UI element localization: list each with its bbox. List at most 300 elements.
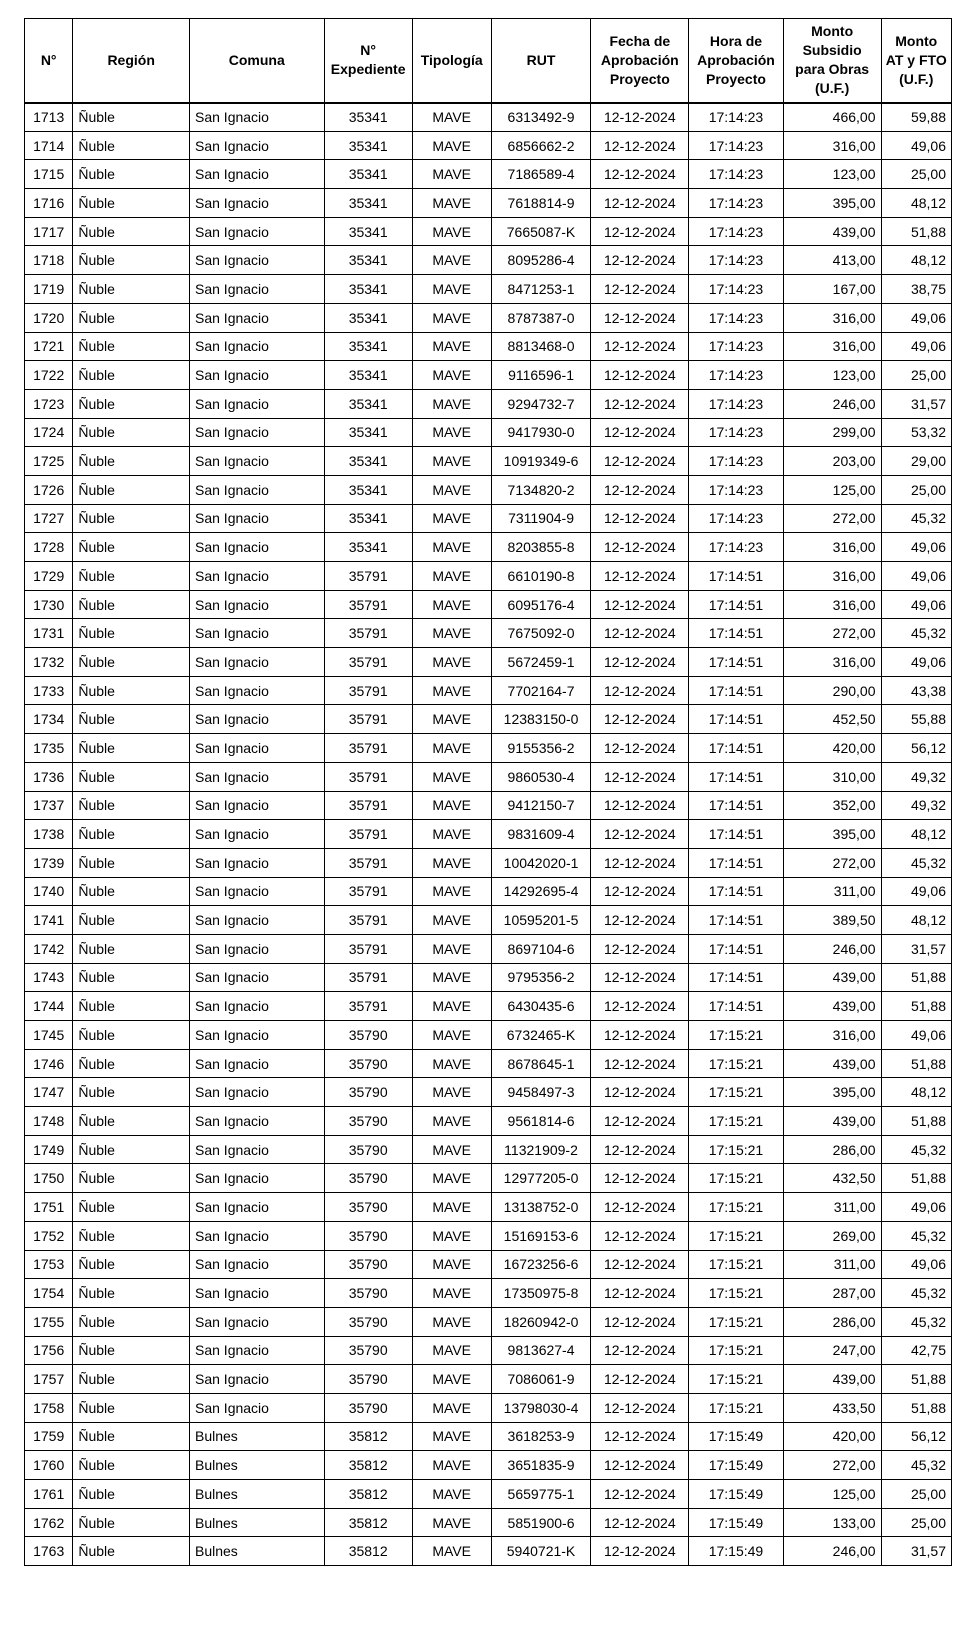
cell-monto-obras: 133,00 (783, 1508, 881, 1537)
table-row (25, 1393, 952, 1422)
cell-monto-obras: 439,00 (783, 992, 881, 1021)
cell-region: Ñuble (73, 762, 190, 791)
cell-comuna: San Ignacio (190, 217, 325, 246)
cell-region: Ñuble (73, 275, 190, 304)
cell-rut: 8678645-1 (491, 1049, 591, 1078)
cell-n: 1756 (25, 1336, 73, 1365)
cell-hora: 17:14:23 (689, 447, 784, 476)
cell-expediente: 35791 (324, 820, 412, 849)
cell-comuna: San Ignacio (190, 1307, 325, 1336)
cell-monto-at: 45,32 (881, 848, 952, 877)
cell-monto-obras: 316,00 (783, 562, 881, 591)
table-row (25, 217, 952, 246)
cell-rut: 18260942-0 (491, 1307, 591, 1336)
cell-rut: 13138752-0 (491, 1193, 591, 1222)
table-row (25, 734, 952, 763)
table-row (25, 1107, 952, 1136)
cell-fecha: 12-12-2024 (591, 1078, 689, 1107)
cell-rut: 9412150-7 (491, 791, 591, 820)
cell-comuna: San Ignacio (190, 1393, 325, 1422)
cell-hora: 17:14:23 (689, 217, 784, 246)
cell-monto-obras: 466,00 (783, 103, 881, 132)
cell-hora: 17:14:23 (689, 246, 784, 275)
table-row (25, 562, 952, 591)
cell-region: Ñuble (73, 590, 190, 619)
cell-comuna: San Ignacio (190, 275, 325, 304)
cell-n: 1740 (25, 877, 73, 906)
cell-monto-at: 25,00 (881, 361, 952, 390)
cell-rut: 7311904-9 (491, 504, 591, 533)
cell-monto-at: 49,06 (881, 1193, 952, 1222)
cell-monto-obras: 395,00 (783, 820, 881, 849)
cell-monto-at: 51,88 (881, 992, 952, 1021)
header-tipologia: Tipología (412, 19, 491, 103)
cell-rut: 14292695-4 (491, 877, 591, 906)
cell-hora: 17:14:23 (689, 131, 784, 160)
cell-region: Ñuble (73, 1135, 190, 1164)
cell-region: Ñuble (73, 791, 190, 820)
table-row (25, 1508, 952, 1537)
cell-n: 1717 (25, 217, 73, 246)
cell-rut: 9417930-0 (491, 418, 591, 447)
cell-monto-obras: 452,50 (783, 705, 881, 734)
header-region: Región (73, 19, 190, 103)
cell-fecha: 12-12-2024 (591, 1365, 689, 1394)
cell-tipologia: MAVE (412, 131, 491, 160)
cell-hora: 17:14:51 (689, 590, 784, 619)
cell-fecha: 12-12-2024 (591, 1480, 689, 1509)
cell-tipologia: MAVE (412, 934, 491, 963)
cell-rut: 7675092-0 (491, 619, 591, 648)
cell-hora: 17:14:51 (689, 963, 784, 992)
cell-tipologia: MAVE (412, 963, 491, 992)
cell-expediente: 35791 (324, 590, 412, 619)
cell-tipologia: MAVE (412, 418, 491, 447)
cell-expediente: 35791 (324, 848, 412, 877)
cell-region: Ñuble (73, 1393, 190, 1422)
cell-monto-at: 51,88 (881, 963, 952, 992)
table-row (25, 877, 952, 906)
cell-n: 1720 (25, 303, 73, 332)
table-row (25, 1250, 952, 1279)
cell-expediente: 35341 (324, 389, 412, 418)
cell-monto-obras: 352,00 (783, 791, 881, 820)
cell-n: 1757 (25, 1365, 73, 1394)
cell-hora: 17:14:51 (689, 877, 784, 906)
cell-n: 1746 (25, 1049, 73, 1078)
cell-expediente: 35791 (324, 791, 412, 820)
cell-hora: 17:14:51 (689, 934, 784, 963)
cell-region: Ñuble (73, 1422, 190, 1451)
cell-n: 1763 (25, 1537, 73, 1566)
cell-n: 1719 (25, 275, 73, 304)
cell-comuna: San Ignacio (190, 848, 325, 877)
cell-tipologia: MAVE (412, 1021, 491, 1050)
table-row (25, 447, 952, 476)
table-row (25, 934, 952, 963)
cell-hora: 17:14:51 (689, 619, 784, 648)
cell-monto-at: 43,38 (881, 676, 952, 705)
cell-n: 1729 (25, 562, 73, 591)
cell-tipologia: MAVE (412, 1221, 491, 1250)
cell-rut: 7186589-4 (491, 160, 591, 189)
cell-region: Ñuble (73, 1107, 190, 1136)
cell-tipologia: MAVE (412, 1078, 491, 1107)
cell-rut: 5659775-1 (491, 1480, 591, 1509)
cell-expediente: 35790 (324, 1135, 412, 1164)
table-row (25, 1193, 952, 1222)
cell-comuna: San Ignacio (190, 762, 325, 791)
cell-n: 1741 (25, 906, 73, 935)
cell-fecha: 12-12-2024 (591, 1021, 689, 1050)
cell-n: 1758 (25, 1393, 73, 1422)
cell-region: Ñuble (73, 533, 190, 562)
cell-rut: 6610190-8 (491, 562, 591, 591)
cell-rut: 12383150-0 (491, 705, 591, 734)
cell-region: Ñuble (73, 504, 190, 533)
cell-region: Ñuble (73, 189, 190, 218)
table-row (25, 1451, 952, 1480)
cell-tipologia: MAVE (412, 791, 491, 820)
cell-comuna: Bulnes (190, 1508, 325, 1537)
cell-expediente: 35791 (324, 648, 412, 677)
cell-n: 1734 (25, 705, 73, 734)
cell-n: 1730 (25, 590, 73, 619)
cell-monto-at: 31,57 (881, 934, 952, 963)
cell-monto-obras: 439,00 (783, 217, 881, 246)
cell-expediente: 35812 (324, 1480, 412, 1509)
cell-rut: 8203855-8 (491, 533, 591, 562)
table-row (25, 533, 952, 562)
table-row (25, 103, 952, 132)
table-row (25, 418, 952, 447)
cell-tipologia: MAVE (412, 1135, 491, 1164)
cell-comuna: San Ignacio (190, 332, 325, 361)
cell-monto-at: 49,32 (881, 762, 952, 791)
cell-fecha: 12-12-2024 (591, 217, 689, 246)
table-row (25, 332, 952, 361)
header-expediente: N° Expediente (324, 19, 412, 103)
cell-monto-at: 48,12 (881, 189, 952, 218)
cell-comuna: San Ignacio (190, 619, 325, 648)
cell-expediente: 35791 (324, 705, 412, 734)
cell-expediente: 35341 (324, 246, 412, 275)
table-row (25, 1021, 952, 1050)
cell-fecha: 12-12-2024 (591, 590, 689, 619)
cell-fecha: 12-12-2024 (591, 963, 689, 992)
table-row (25, 475, 952, 504)
cell-expediente: 35791 (324, 734, 412, 763)
cell-hora: 17:15:21 (689, 1279, 784, 1308)
cell-tipologia: MAVE (412, 906, 491, 935)
cell-n: 1716 (25, 189, 73, 218)
cell-region: Ñuble (73, 992, 190, 1021)
cell-comuna: San Ignacio (190, 963, 325, 992)
cell-n: 1732 (25, 648, 73, 677)
cell-expediente: 35341 (324, 189, 412, 218)
cell-expediente: 35790 (324, 1279, 412, 1308)
table-row (25, 361, 952, 390)
cell-comuna: San Ignacio (190, 1250, 325, 1279)
cell-fecha: 12-12-2024 (591, 934, 689, 963)
cell-tipologia: MAVE (412, 504, 491, 533)
cell-hora: 17:14:51 (689, 791, 784, 820)
cell-n: 1722 (25, 361, 73, 390)
cell-monto-at: 45,32 (881, 504, 952, 533)
cell-rut: 7702164-7 (491, 676, 591, 705)
cell-rut: 7618814-9 (491, 189, 591, 218)
cell-comuna: San Ignacio (190, 103, 325, 132)
cell-monto-obras: 316,00 (783, 332, 881, 361)
cell-region: Ñuble (73, 734, 190, 763)
cell-hora: 17:14:51 (689, 562, 784, 591)
cell-monto-at: 49,06 (881, 1250, 952, 1279)
cell-monto-obras: 316,00 (783, 303, 881, 332)
cell-monto-at: 45,32 (881, 1307, 952, 1336)
table-row (25, 906, 952, 935)
cell-fecha: 12-12-2024 (591, 1537, 689, 1566)
cell-tipologia: MAVE (412, 1107, 491, 1136)
cell-hora: 17:14:23 (689, 103, 784, 132)
cell-region: Ñuble (73, 1537, 190, 1566)
cell-expediente: 35790 (324, 1336, 412, 1365)
cell-expediente: 35791 (324, 877, 412, 906)
cell-monto-obras: 316,00 (783, 1021, 881, 1050)
cell-hora: 17:14:51 (689, 705, 784, 734)
cell-rut: 10042020-1 (491, 848, 591, 877)
cell-expediente: 35790 (324, 1193, 412, 1222)
cell-rut: 6732465-K (491, 1021, 591, 1050)
cell-monto-obras: 311,00 (783, 1250, 881, 1279)
cell-fecha: 12-12-2024 (591, 1221, 689, 1250)
cell-fecha: 12-12-2024 (591, 1049, 689, 1078)
table-row (25, 791, 952, 820)
cell-hora: 17:14:23 (689, 361, 784, 390)
cell-hora: 17:14:23 (689, 389, 784, 418)
table-row (25, 189, 952, 218)
cell-n: 1735 (25, 734, 73, 763)
cell-fecha: 12-12-2024 (591, 275, 689, 304)
cell-tipologia: MAVE (412, 1451, 491, 1480)
cell-region: Ñuble (73, 1021, 190, 1050)
cell-rut: 9155356-2 (491, 734, 591, 763)
cell-monto-at: 38,75 (881, 275, 952, 304)
header-rut: RUT (491, 19, 591, 103)
cell-hora: 17:15:49 (689, 1480, 784, 1509)
cell-monto-at: 56,12 (881, 1422, 952, 1451)
cell-comuna: San Ignacio (190, 877, 325, 906)
cell-comuna: San Ignacio (190, 475, 325, 504)
cell-fecha: 12-12-2024 (591, 332, 689, 361)
cell-monto-obras: 286,00 (783, 1307, 881, 1336)
table-row (25, 504, 952, 533)
cell-tipologia: MAVE (412, 648, 491, 677)
cell-rut: 12977205-0 (491, 1164, 591, 1193)
cell-fecha: 12-12-2024 (591, 791, 689, 820)
cell-n: 1742 (25, 934, 73, 963)
cell-monto-obras: 246,00 (783, 389, 881, 418)
cell-monto-at: 29,00 (881, 447, 952, 476)
header-monto-obras: Monto Subsidio para Obras (U.F.) (783, 19, 881, 103)
cell-n: 1713 (25, 103, 73, 132)
cell-n: 1745 (25, 1021, 73, 1050)
cell-n: 1743 (25, 963, 73, 992)
cell-n: 1755 (25, 1307, 73, 1336)
cell-n: 1725 (25, 447, 73, 476)
cell-tipologia: MAVE (412, 447, 491, 476)
cell-monto-at: 51,88 (881, 1107, 952, 1136)
cell-monto-obras: 299,00 (783, 418, 881, 447)
cell-region: Ñuble (73, 1508, 190, 1537)
cell-rut: 7086061-9 (491, 1365, 591, 1394)
table-body (25, 103, 952, 1566)
table-row (25, 848, 952, 877)
cell-monto-at: 49,06 (881, 590, 952, 619)
cell-fecha: 12-12-2024 (591, 131, 689, 160)
cell-hora: 17:15:21 (689, 1021, 784, 1050)
cell-n: 1748 (25, 1107, 73, 1136)
cell-hora: 17:14:23 (689, 504, 784, 533)
cell-expediente: 35341 (324, 217, 412, 246)
cell-region: Ñuble (73, 361, 190, 390)
cell-comuna: San Ignacio (190, 648, 325, 677)
cell-rut: 9116596-1 (491, 361, 591, 390)
cell-region: Ñuble (73, 303, 190, 332)
cell-expediente: 35791 (324, 762, 412, 791)
cell-expediente: 35790 (324, 1164, 412, 1193)
cell-monto-obras: 290,00 (783, 676, 881, 705)
cell-expediente: 35812 (324, 1422, 412, 1451)
cell-n: 1715 (25, 160, 73, 189)
cell-expediente: 35791 (324, 619, 412, 648)
cell-region: Ñuble (73, 877, 190, 906)
cell-tipologia: MAVE (412, 1250, 491, 1279)
header-n: N° (25, 19, 73, 103)
cell-n: 1737 (25, 791, 73, 820)
cell-rut: 9458497-3 (491, 1078, 591, 1107)
cell-comuna: San Ignacio (190, 533, 325, 562)
cell-hora: 17:14:23 (689, 160, 784, 189)
header-monto-at: Monto AT y FTO (U.F.) (881, 19, 952, 103)
cell-n: 1744 (25, 992, 73, 1021)
cell-region: Ñuble (73, 1078, 190, 1107)
cell-rut: 11321909-2 (491, 1135, 591, 1164)
cell-comuna: San Ignacio (190, 1049, 325, 1078)
cell-fecha: 12-12-2024 (591, 562, 689, 591)
cell-tipologia: MAVE (412, 820, 491, 849)
cell-monto-obras: 316,00 (783, 648, 881, 677)
cell-expediente: 35341 (324, 332, 412, 361)
cell-tipologia: MAVE (412, 1365, 491, 1394)
table-row (25, 1221, 952, 1250)
cell-n: 1753 (25, 1250, 73, 1279)
cell-comuna: San Ignacio (190, 734, 325, 763)
cell-monto-at: 45,32 (881, 1279, 952, 1308)
cell-fecha: 12-12-2024 (591, 160, 689, 189)
cell-monto-at: 49,32 (881, 791, 952, 820)
table-row (25, 619, 952, 648)
table-row (25, 275, 952, 304)
cell-tipologia: MAVE (412, 676, 491, 705)
cell-rut: 8095286-4 (491, 246, 591, 275)
cell-hora: 17:14:23 (689, 418, 784, 447)
cell-expediente: 35341 (324, 303, 412, 332)
cell-comuna: Bulnes (190, 1422, 325, 1451)
cell-tipologia: MAVE (412, 160, 491, 189)
cell-monto-at: 25,00 (881, 1508, 952, 1537)
cell-n: 1738 (25, 820, 73, 849)
cell-expediente: 35341 (324, 160, 412, 189)
cell-rut: 9795356-2 (491, 963, 591, 992)
cell-fecha: 12-12-2024 (591, 1508, 689, 1537)
cell-expediente: 35341 (324, 504, 412, 533)
header-hora: Hora de Aprobación Proyecto (689, 19, 784, 103)
cell-hora: 17:15:49 (689, 1451, 784, 1480)
cell-monto-at: 51,88 (881, 1164, 952, 1193)
cell-hora: 17:14:51 (689, 734, 784, 763)
cell-tipologia: MAVE (412, 1537, 491, 1566)
cell-monto-at: 51,88 (881, 1365, 952, 1394)
cell-fecha: 12-12-2024 (591, 246, 689, 275)
cell-expediente: 35341 (324, 447, 412, 476)
cell-region: Ñuble (73, 848, 190, 877)
cell-tipologia: MAVE (412, 877, 491, 906)
cell-expediente: 35790 (324, 1078, 412, 1107)
cell-n: 1752 (25, 1221, 73, 1250)
cell-rut: 9813627-4 (491, 1336, 591, 1365)
cell-tipologia: MAVE (412, 389, 491, 418)
cell-monto-obras: 286,00 (783, 1135, 881, 1164)
cell-tipologia: MAVE (412, 361, 491, 390)
cell-monto-at: 49,06 (881, 648, 952, 677)
cell-tipologia: MAVE (412, 1480, 491, 1509)
cell-expediente: 35790 (324, 1049, 412, 1078)
cell-fecha: 12-12-2024 (591, 103, 689, 132)
cell-rut: 6313492-9 (491, 103, 591, 132)
cell-monto-at: 31,57 (881, 1537, 952, 1566)
cell-comuna: San Ignacio (190, 361, 325, 390)
cell-monto-obras: 439,00 (783, 963, 881, 992)
cell-tipologia: MAVE (412, 590, 491, 619)
cell-expediente: 35341 (324, 361, 412, 390)
cell-monto-at: 49,06 (881, 562, 952, 591)
cell-region: Ñuble (73, 820, 190, 849)
cell-fecha: 12-12-2024 (591, 848, 689, 877)
cell-tipologia: MAVE (412, 103, 491, 132)
cell-region: Ñuble (73, 418, 190, 447)
cell-hora: 17:14:51 (689, 676, 784, 705)
cell-hora: 17:14:23 (689, 275, 784, 304)
cell-comuna: San Ignacio (190, 246, 325, 275)
cell-region: Ñuble (73, 1480, 190, 1509)
cell-monto-at: 45,32 (881, 1221, 952, 1250)
cell-monto-obras: 439,00 (783, 1049, 881, 1078)
cell-hora: 17:15:21 (689, 1193, 784, 1222)
cell-region: Ñuble (73, 217, 190, 246)
table-row (25, 303, 952, 332)
cell-monto-at: 56,12 (881, 734, 952, 763)
cell-expediente: 35791 (324, 676, 412, 705)
cell-tipologia: MAVE (412, 1307, 491, 1336)
cell-monto-obras: 389,50 (783, 906, 881, 935)
cell-monto-at: 25,00 (881, 475, 952, 504)
cell-fecha: 12-12-2024 (591, 418, 689, 447)
cell-hora: 17:14:51 (689, 762, 784, 791)
cell-hora: 17:14:51 (689, 848, 784, 877)
cell-tipologia: MAVE (412, 1164, 491, 1193)
table-row (25, 1336, 952, 1365)
cell-expediente: 35341 (324, 418, 412, 447)
